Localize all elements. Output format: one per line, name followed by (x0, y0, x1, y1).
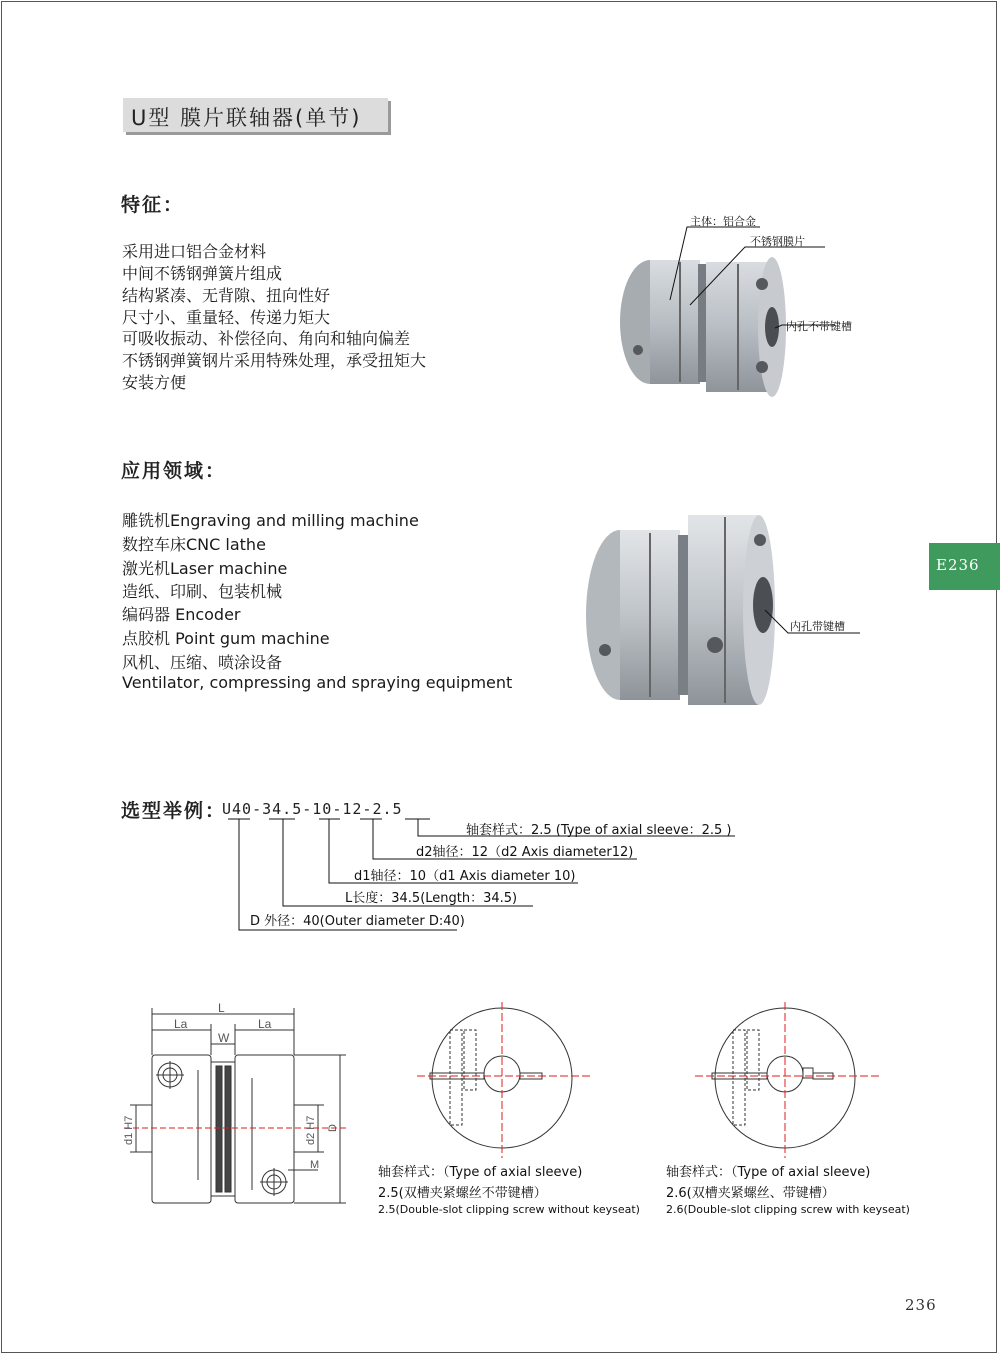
caption-cn-1: 2.5(双槽夹紧螺丝不带键槽） (378, 1186, 547, 1201)
application-item: 造纸、印刷、包装机械 (122, 582, 283, 601)
dim-M: M (310, 1159, 320, 1171)
application-item: 激光机Laser machine (122, 559, 288, 578)
application-item: 数控车床CNC lathe (122, 535, 266, 554)
explanation-diameter: D 外径：40(Outer diameter D:40) (250, 914, 465, 929)
page-title: U型 膜片联轴器(单节) (131, 106, 362, 130)
page-number: 236 (905, 1296, 937, 1314)
callout-no-keyway: 内孔不带键槽 (786, 320, 852, 333)
model-code: U40-34.5-10-12-2.5 (222, 800, 403, 818)
section-tab-label: E236 (936, 556, 980, 574)
model-example-heading: 选型举例： (121, 800, 227, 822)
feature-item: 中间不锈钢弹簧片组成 (122, 264, 283, 283)
section-tab (929, 543, 1000, 590)
dimension-drawing-side (118, 1000, 353, 1210)
dim-D: D (327, 1124, 339, 1132)
callout-keyway: 内孔带键槽 (790, 620, 845, 633)
explanation-sleeve-type: 轴套样式：2.5 (Type of axial sleeve：2.5 ) (466, 823, 732, 838)
application-item: Ventilator, compressing and spraying equipment (122, 673, 513, 692)
explanation-d2: d2轴径：12（d2 Axis diameter12) (416, 845, 634, 860)
dim-L: L (218, 1001, 225, 1015)
feature-item: 结构紧凑、无背隙、扭向性好 (122, 286, 331, 305)
caption-title-2: 轴套样式：（Type of axial sleeve) (666, 1165, 871, 1180)
callout-body-material: 主体：铝合金 (690, 215, 756, 228)
application-item: 风机、压缩、喷涂设备 (122, 653, 283, 672)
dim-d2: d2 H7 (305, 1115, 317, 1145)
end-view-no-keyway (412, 1000, 597, 1160)
application-item: 编码器 Encoder (122, 605, 241, 624)
feature-item: 采用进口铝合金材料 (122, 242, 267, 261)
dim-d1: d1 H7 (123, 1115, 135, 1145)
applications-heading: 应用领域： (121, 460, 227, 482)
dim-W: W (218, 1031, 230, 1045)
caption-en-2: 2.6(Double-slot clipping screw with keyseat) (666, 1203, 910, 1216)
caption-en-1: 2.5(Double-slot clipping screw without keyseat) (378, 1203, 640, 1216)
dim-La-left: La (174, 1017, 188, 1031)
feature-item: 尺寸小、重量轻、传递力矩大 (122, 308, 331, 327)
feature-item: 不锈钢弹簧钢片采用特殊处理，承受扭矩大 (122, 351, 427, 370)
feature-item: 安装方便 (122, 373, 187, 392)
callout-diaphragm: 不锈钢膜片 (750, 235, 805, 248)
dim-La-right: La (258, 1017, 272, 1031)
title-box (123, 98, 388, 132)
application-item: 点胶机 Point gum machine (122, 629, 330, 648)
feature-item: 可吸收振动、补偿径向、角向和轴向偏差 (122, 329, 411, 348)
explanation-length: L长度：34.5(Length：34.5) (345, 891, 518, 906)
caption-title-1: 轴套样式：（Type of axial sleeve) (378, 1165, 583, 1180)
caption-cn-2: 2.6(双槽夹紧螺丝、带键槽） (666, 1186, 835, 1201)
features-heading: 特征： (121, 194, 185, 216)
explanation-d1: d1轴径：10（d1 Axis diameter 10) (354, 869, 576, 884)
end-view-keyway (690, 1000, 885, 1160)
application-item: 雕铣机Engraving and milling machine (122, 511, 419, 530)
